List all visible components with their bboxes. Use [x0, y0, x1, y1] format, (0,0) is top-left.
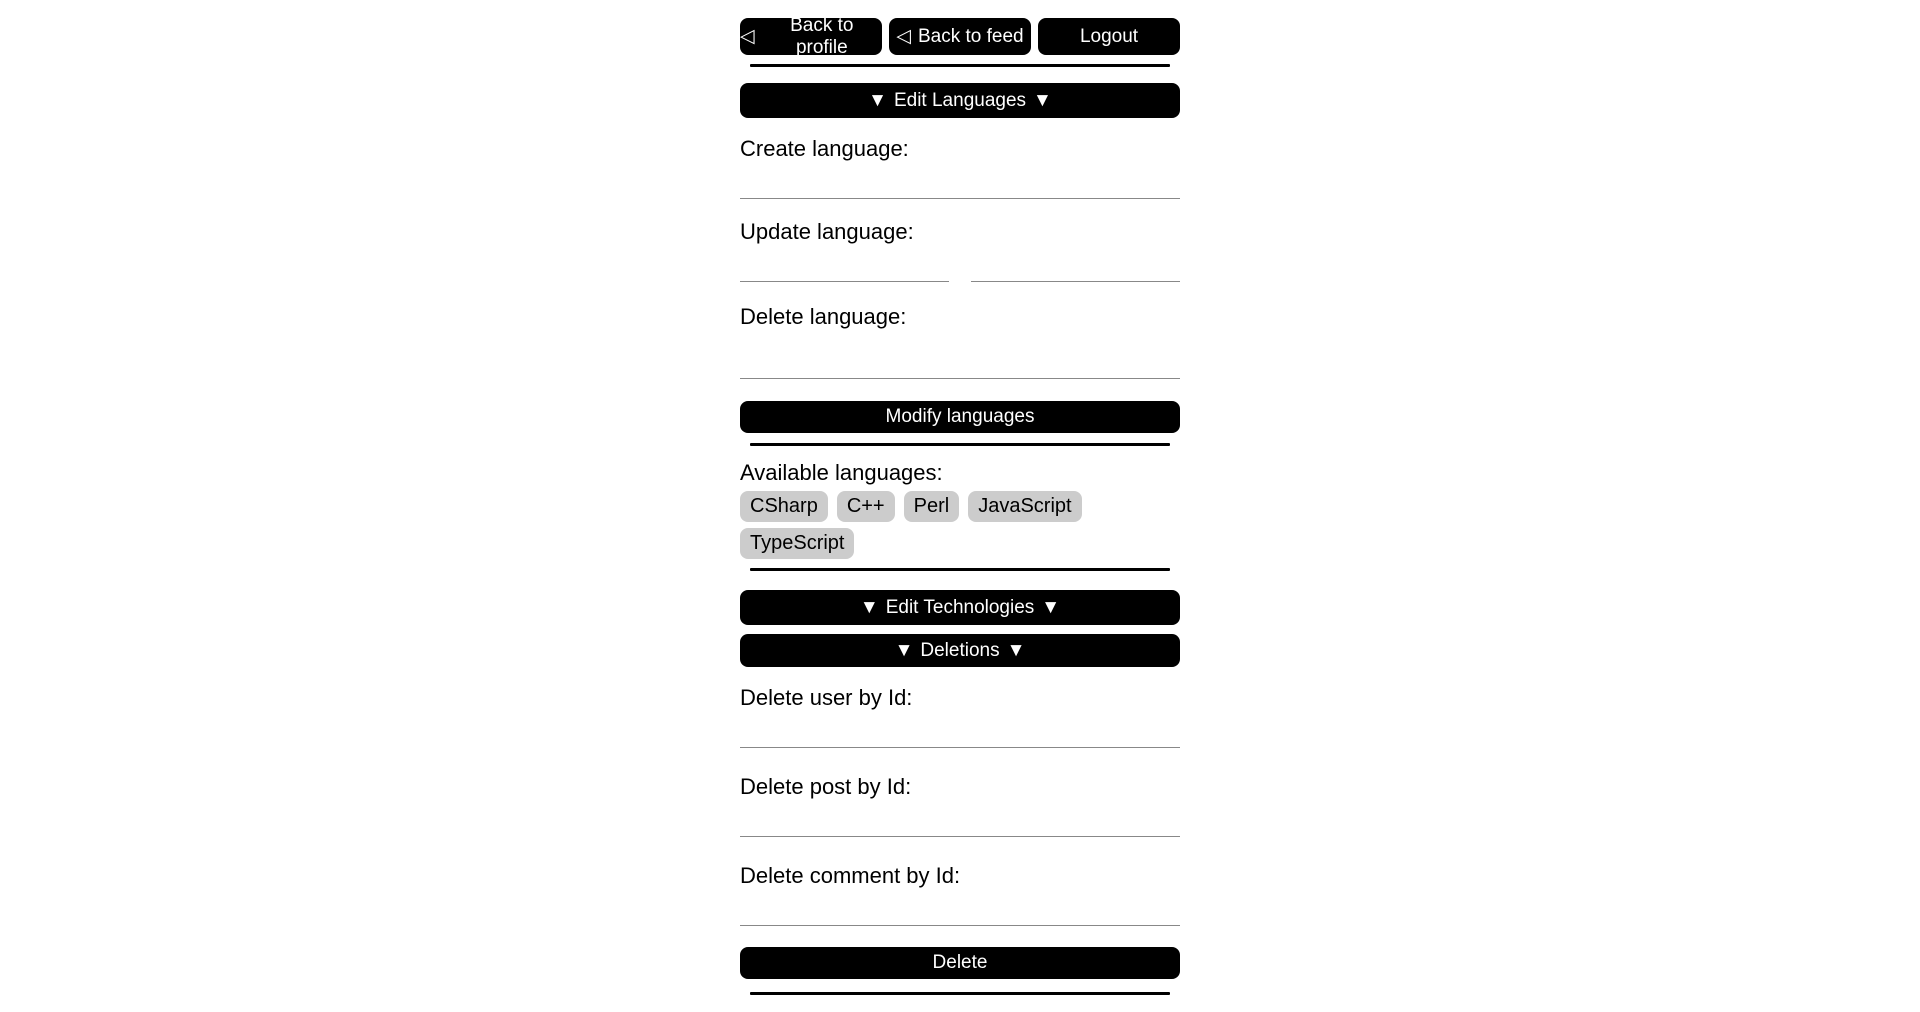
back-to-feed-button[interactable] — [889, 18, 1031, 55]
delete-button[interactable] — [740, 947, 1180, 979]
chevron-down-icon: ▼ — [1033, 89, 1052, 111]
back-to-feed-label: Back to feed — [918, 25, 1024, 47]
delete-user-input[interactable] — [740, 718, 1180, 748]
edit-technologies-toggle[interactable] — [740, 590, 1180, 625]
update-language-from-input[interactable] — [740, 252, 949, 282]
delete-comment-label: Delete comment by Id: — [740, 863, 961, 888]
main-content — [740, 0, 1180, 995]
edit-technologies-label: Edit Technologies — [885, 596, 1035, 618]
edit-languages-toggle[interactable] — [740, 83, 1180, 118]
chevron-down-icon: ▼ — [868, 89, 887, 111]
deletions-toggle[interactable] — [740, 634, 1180, 667]
language-tag: Perl — [904, 491, 960, 522]
divider — [750, 568, 1170, 571]
delete-post-input[interactable] — [740, 807, 1180, 837]
delete-comment-input[interactable] — [740, 896, 1180, 926]
logout-label: Logout — [1079, 25, 1139, 47]
update-language-to-input[interactable] — [971, 252, 1180, 282]
update-language-label: Update language: — [740, 219, 914, 244]
available-languages-label: Available languages: — [740, 460, 943, 485]
back-to-profile-button[interactable] — [740, 14, 882, 58]
logout-button[interactable] — [1038, 18, 1180, 55]
modify-languages-label: Modify languages — [885, 406, 1035, 427]
back-icon: ◁ — [740, 26, 755, 47]
chevron-down-icon: ▼ — [1006, 639, 1026, 661]
divider — [750, 64, 1170, 67]
language-tag: CSharp — [740, 491, 828, 522]
language-tag: TypeScript — [740, 528, 854, 559]
language-tags-row — [740, 491, 1180, 522]
chevron-down-icon: ▼ — [894, 639, 914, 661]
delete-language-label: Delete language: — [740, 304, 907, 329]
delete-language-input[interactable] — [740, 349, 1180, 379]
language-tag: JavaScript — [968, 491, 1081, 522]
back-icon: ◁ — [896, 26, 911, 47]
delete-post-label: Delete post by Id: — [740, 774, 912, 799]
create-language-label: Create language: — [740, 136, 909, 161]
delete-user-label: Delete user by Id: — [740, 685, 913, 710]
divider — [750, 992, 1170, 995]
back-to-profile-label: Back to profile — [790, 14, 854, 58]
top-nav-row — [740, 14, 1180, 58]
modify-languages-button[interactable] — [740, 401, 1180, 433]
chevron-down-icon: ▼ — [859, 596, 879, 618]
deletions-label: Deletions — [920, 639, 1000, 661]
language-tag: C++ — [837, 491, 895, 522]
chevron-down-icon: ▼ — [1041, 596, 1061, 618]
language-tags-row — [740, 528, 1180, 559]
create-language-input[interactable] — [740, 169, 1180, 199]
update-language-inputs — [740, 252, 1180, 282]
divider — [750, 443, 1170, 446]
edit-languages-label: Edit Languages — [893, 89, 1027, 111]
delete-button-label: Delete — [932, 952, 988, 973]
